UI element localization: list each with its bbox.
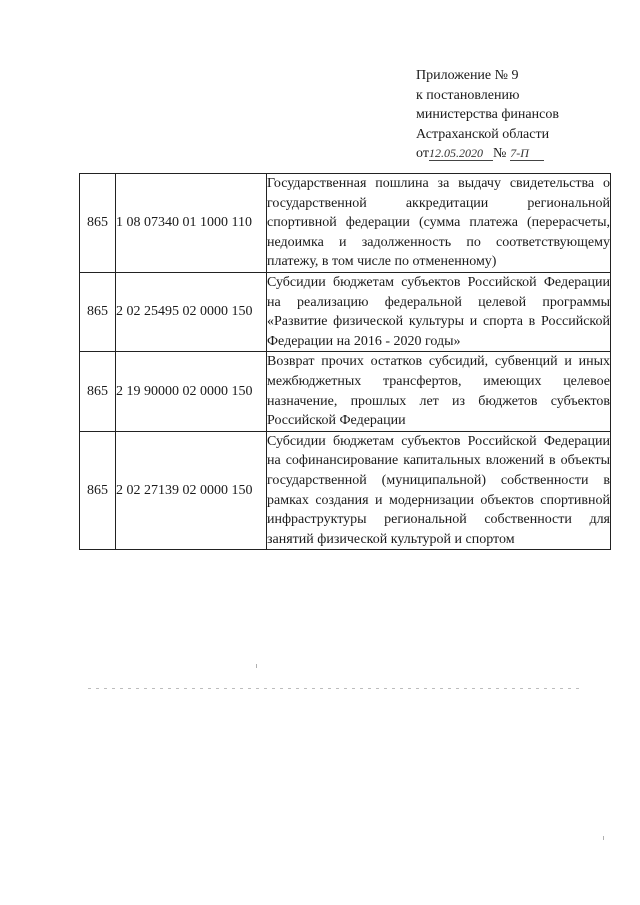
table-row	[80, 431, 611, 550]
revenue-codes-table	[79, 173, 611, 550]
scan-artifact-mark	[256, 664, 257, 668]
description-cell: Субсидии бюджетам субъектов Российской Федерации на реализацию федеральной целевой программы «Развитие физической культуры и спорта в Российской Федерации на 2016 - 2020 годы»	[267, 272, 611, 351]
date-prefix: от	[416, 146, 429, 161]
number-prefix: №	[492, 146, 507, 161]
budget-code-cell: 1 08 07340 01 1000 110	[116, 174, 267, 273]
description-cell: Субсидии бюджетам субъектов Российской Федерации на софинансирование капитальных вложений в объекты государственной (муниципальной) собственности в рамках создания и модернизации объектов спортивной инфраструктуры региональной собственности для занятий физической культурой и спортом	[267, 431, 611, 550]
appendix-title: Приложение № 9	[416, 68, 519, 83]
description-cell: Возврат прочих остатков субсидий, субвенций и иных межбюджетных трансфертов, имеющих целевое назначение, прошлых лет из бюджетов субъектов Российской Федерации	[267, 352, 611, 431]
budget-code-cell: 2 19 90000 02 0000 150	[116, 352, 267, 431]
table-row	[80, 174, 611, 273]
appendix-date-line	[416, 144, 559, 164]
handwritten-number: 7-П	[510, 146, 544, 161]
admin-code-cell: 865	[80, 272, 116, 351]
scan-artifact-line	[88, 688, 580, 689]
appendix-ministry-line: министерства финансов	[416, 107, 559, 122]
budget-code-cell: 2 02 27139 02 0000 150	[116, 431, 267, 550]
appendix-ref-line: к постановлению	[416, 87, 520, 103]
handwritten-date: 12.05.2020	[429, 146, 493, 161]
scan-artifact-mark	[603, 836, 604, 840]
admin-code-cell: 865	[80, 174, 116, 273]
budget-code-cell: 2 02 25495 02 0000 150	[116, 272, 267, 351]
table-row	[80, 352, 611, 431]
description-cell: Государственная пошлина за выдачу свидетельства о государственной аккредитации региональной спортивной федерации (сумма платежа (перерасчеты, недоимка и задолженность по соответствующему платежу, в том числе по отмененному)	[267, 174, 611, 273]
table-row	[80, 272, 611, 351]
admin-code-cell: 865	[80, 431, 116, 550]
appendix-header	[416, 66, 559, 164]
appendix-region-line: Астраханской области	[416, 126, 550, 142]
admin-code-cell: 865	[80, 352, 116, 431]
